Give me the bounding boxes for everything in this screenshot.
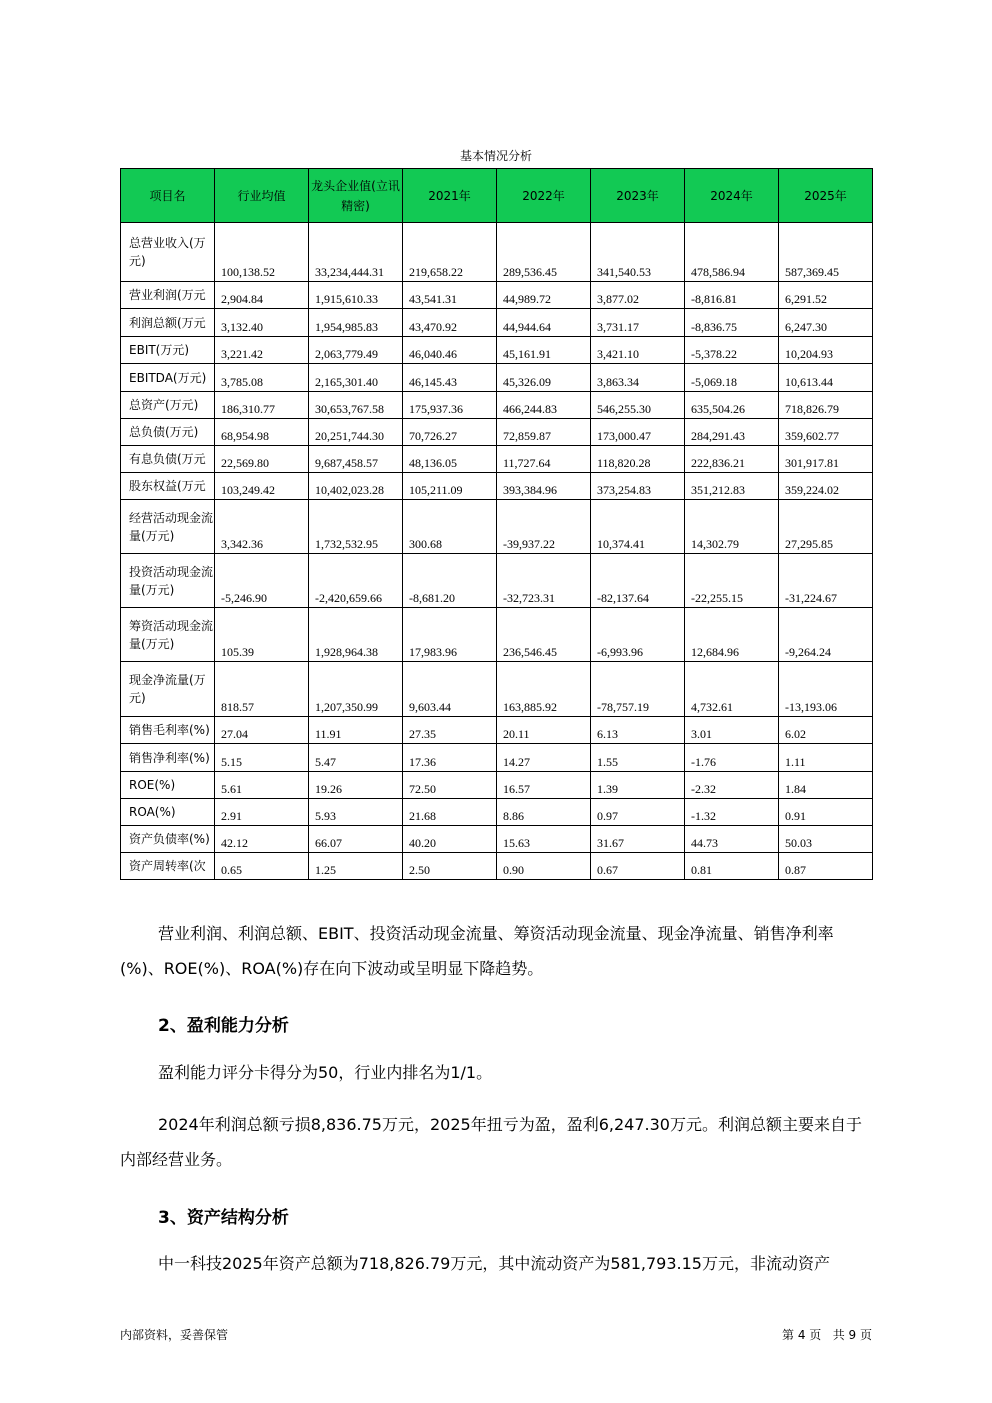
row-label: 筹资活动现金流量(万元) [121,608,215,662]
table-cell: 4,732.61 [685,662,779,717]
table-cell: 20,251,744.30 [309,419,403,446]
table-row [121,717,873,744]
profit-change-paragraph: 2024年利润总额亏损8,836.75万元，2025年扭亏为盈，盈利6,247.30万元。利润总额主要来自于内部经营业务。 [120,1115,862,1169]
column-header: 龙头企业值(立讯精密) [309,169,403,223]
row-label: ROE(%) [121,772,215,799]
column-header: 2023年 [591,169,685,223]
table-cell: 2,063,779.49 [309,337,403,364]
table-row [121,608,873,662]
table-cell: 2.50 [403,853,497,880]
table-cell: 0.67 [591,853,685,880]
table-cell: 5.93 [309,799,403,826]
row-label: 总资产(万元) [121,392,215,419]
table-cell: -8,816.81 [685,282,779,309]
table-cell: 0.81 [685,853,779,880]
table-row [121,826,873,853]
table-cell: -13,193.06 [779,662,873,717]
table-cell: 3,221.42 [215,337,309,364]
table-cell: 478,586.94 [685,223,779,282]
table-cell: 3,877.02 [591,282,685,309]
table-row [121,772,873,799]
table-cell: 0.65 [215,853,309,880]
table-cell: 5.15 [215,744,309,772]
table-cell: -31,224.67 [779,554,873,608]
table-cell: -82,137.64 [591,554,685,608]
table-cell: 1.55 [591,744,685,772]
table-row [121,744,873,772]
section-heading-asset-structure: 3、资产结构分析 [158,1208,289,1228]
table-cell: 2,165,301.40 [309,364,403,392]
table-cell: 635,504.26 [685,392,779,419]
row-label: 总营业收入(万元) [121,223,215,282]
table-cell: 546,255.30 [591,392,685,419]
table-cell: 587,369.45 [779,223,873,282]
table-cell: 359,224.02 [779,473,873,500]
table-cell: 1,732,532.95 [309,500,403,554]
table-cell: 219,658.22 [403,223,497,282]
table-cell: 3,421.10 [591,337,685,364]
table-cell: 44.73 [685,826,779,853]
column-header: 2025年 [779,169,873,223]
table-cell: 1.25 [309,853,403,880]
table-row [121,223,873,282]
asset-structure-paragraph: 中一科技2025年资产总额为718,826.79万元，其中流动资产为581,793.15万元，非流动资产 [158,1254,830,1273]
table-row [121,554,873,608]
row-label: 有息负债(万元 [121,446,215,473]
table-cell: 42.12 [215,826,309,853]
table-cell: 3,785.08 [215,364,309,392]
table-cell: -5,069.18 [685,364,779,392]
table-cell: 66.07 [309,826,403,853]
table-cell: 27.04 [215,717,309,744]
table-cell: 9,687,458.57 [309,446,403,473]
table-cell: 6,291.52 [779,282,873,309]
table-cell: -2,420,659.66 [309,554,403,608]
table-row [121,853,873,880]
table-row [121,799,873,826]
column-header: 2024年 [685,169,779,223]
table-cell: 10,402,023.28 [309,473,403,500]
table-cell: 1,207,350.99 [309,662,403,717]
table-cell: 14,302.79 [685,500,779,554]
table-cell: 105,211.09 [403,473,497,500]
row-label: 资产负债率(%) [121,826,215,853]
table-cell: 20.11 [497,717,591,744]
profitability-score-paragraph: 盈利能力评分卡得分为50，行业内排名为1/1。 [158,1063,493,1082]
table-cell: -22,255.15 [685,554,779,608]
row-label: 资产周转率(次 [121,853,215,880]
table-cell: 289,536.45 [497,223,591,282]
table-cell: -2.32 [685,772,779,799]
table-cell: 16.57 [497,772,591,799]
table-caption: 基本情况分析 [459,149,532,163]
table-cell: -32,723.31 [497,554,591,608]
table-cell: 173,000.47 [591,419,685,446]
table-cell: 118,820.28 [591,446,685,473]
table-row [121,473,873,500]
row-label: EBIT(万元) [121,337,215,364]
section-heading-profitability: 2、盈利能力分析 [158,1016,289,1036]
table-cell: 72.50 [403,772,497,799]
table-cell: 6,247.30 [779,309,873,337]
row-label: 投资活动现金流量(万元) [121,554,215,608]
table-cell: 0.90 [497,853,591,880]
table-cell: 718,826.79 [779,392,873,419]
table-cell: 1,915,610.33 [309,282,403,309]
table-row [121,309,873,337]
row-label: 利润总额(万元 [121,309,215,337]
table-cell: 11.91 [309,717,403,744]
table-cell: 68,954.98 [215,419,309,446]
table-row [121,419,873,446]
table-row [121,337,873,364]
table-cell: 5.61 [215,772,309,799]
table-cell: 46,040.46 [403,337,497,364]
row-label: ROA(%) [121,799,215,826]
table-cell: 300.68 [403,500,497,554]
row-label: EBITDA(万元) [121,364,215,392]
table-cell: 21.68 [403,799,497,826]
table-cell: 163,885.92 [497,662,591,717]
table-cell: 818.57 [215,662,309,717]
table-cell: 43,541.31 [403,282,497,309]
table-cell: 351,212.83 [685,473,779,500]
table-row [121,282,873,309]
table-cell: 393,384.96 [497,473,591,500]
table-cell: -8,681.20 [403,554,497,608]
table-cell: 1.84 [779,772,873,799]
table-cell: 19.26 [309,772,403,799]
column-header: 行业均值 [215,169,309,223]
basic-analysis-table [120,168,873,880]
row-label: 销售毛利率(%) [121,717,215,744]
table-cell: 175,937.36 [403,392,497,419]
table-cell: 46,145.43 [403,364,497,392]
row-label: 经营活动现金流量(万元) [121,500,215,554]
row-label: 现金净流量(万元) [121,662,215,717]
table-cell: 31.67 [591,826,685,853]
table-cell: 17.36 [403,744,497,772]
table-cell: 5.47 [309,744,403,772]
table-cell: 70,726.27 [403,419,497,446]
table-cell: 3,132.40 [215,309,309,337]
table-cell: -39,937.22 [497,500,591,554]
table-cell: 222,836.21 [685,446,779,473]
table-cell: 466,244.83 [497,392,591,419]
table-cell: 2.91 [215,799,309,826]
table-cell: 40.20 [403,826,497,853]
table-cell: 0.97 [591,799,685,826]
table-row [121,446,873,473]
table-cell: 44,989.72 [497,282,591,309]
table-cell: 10,374.41 [591,500,685,554]
table-cell: 45,161.91 [497,337,591,364]
row-label: 总负债(万元) [121,419,215,446]
table-cell: 8.86 [497,799,591,826]
table-cell: 3,342.36 [215,500,309,554]
table-cell: -78,757.19 [591,662,685,717]
table-cell: 2,904.84 [215,282,309,309]
table-cell: 1,954,985.83 [309,309,403,337]
table-cell: 301,917.81 [779,446,873,473]
table-cell: 373,254.83 [591,473,685,500]
table-cell: 14.27 [497,744,591,772]
row-label: 股东权益(万元 [121,473,215,500]
table-cell: 3.01 [685,717,779,744]
table-cell: 17,983.96 [403,608,497,662]
table-cell: 72,859.87 [497,419,591,446]
table-cell: -5,378.22 [685,337,779,364]
table-cell: 3,863.34 [591,364,685,392]
table-cell: 6.13 [591,717,685,744]
table-cell: 11,727.64 [497,446,591,473]
column-header: 2022年 [497,169,591,223]
table-cell: 1.39 [591,772,685,799]
table-row [121,500,873,554]
table-cell: 50.03 [779,826,873,853]
table-row [121,364,873,392]
table-cell: 0.87 [779,853,873,880]
table-cell: 6.02 [779,717,873,744]
table-row [121,392,873,419]
table-cell: 3,731.17 [591,309,685,337]
table-cell: 186,310.77 [215,392,309,419]
table-cell: 48,136.05 [403,446,497,473]
table-cell: 15.63 [497,826,591,853]
table-cell: -1.76 [685,744,779,772]
table-cell: 10,204.93 [779,337,873,364]
table-cell: 27.35 [403,717,497,744]
column-header: 2021年 [403,169,497,223]
table-cell: -5,246.90 [215,554,309,608]
table-header-row [121,169,873,223]
table-cell: 103,249.42 [215,473,309,500]
table-cell: 9,603.44 [403,662,497,717]
row-label: 销售净利率(%) [121,744,215,772]
table-cell: 1.11 [779,744,873,772]
table-cell: 100,138.52 [215,223,309,282]
footer-page-number: 第 4 页 共 9 页 [782,1328,872,1342]
table-row [121,662,873,717]
table-cell: 27,295.85 [779,500,873,554]
table-cell: 45,326.09 [497,364,591,392]
table-cell: 10,613.44 [779,364,873,392]
table-cell: 12,684.96 [685,608,779,662]
table-cell: 44,944.64 [497,309,591,337]
table-cell: 105.39 [215,608,309,662]
footer-confidential-note: 内部资料，妥善保管 [120,1328,229,1342]
table-cell: 43,470.92 [403,309,497,337]
table-cell: 284,291.43 [685,419,779,446]
table-cell: 33,234,444.31 [309,223,403,282]
table-cell: 30,653,767.58 [309,392,403,419]
table-cell: -8,836.75 [685,309,779,337]
table-cell: 359,602.77 [779,419,873,446]
table-body [121,223,873,880]
table-cell: 0.91 [779,799,873,826]
column-header: 项目名 [121,169,215,223]
table-cell: 236,546.45 [497,608,591,662]
table-cell: -1.32 [685,799,779,826]
table-cell: 1,928,964.38 [309,608,403,662]
row-label: 营业利润(万元 [121,282,215,309]
table-cell: 341,540.53 [591,223,685,282]
trend-paragraph: 营业利润、利润总额、EBIT、投资活动现金流量、筹资活动现金流量、现金净流量、销售净利率(%)、ROE(%)、ROA(%)存在向下波动或呈明显下降趋势。 [120,924,834,978]
table-cell: -9,264.24 [779,608,873,662]
table-cell: 22,569.80 [215,446,309,473]
table-cell: -6,993.96 [591,608,685,662]
